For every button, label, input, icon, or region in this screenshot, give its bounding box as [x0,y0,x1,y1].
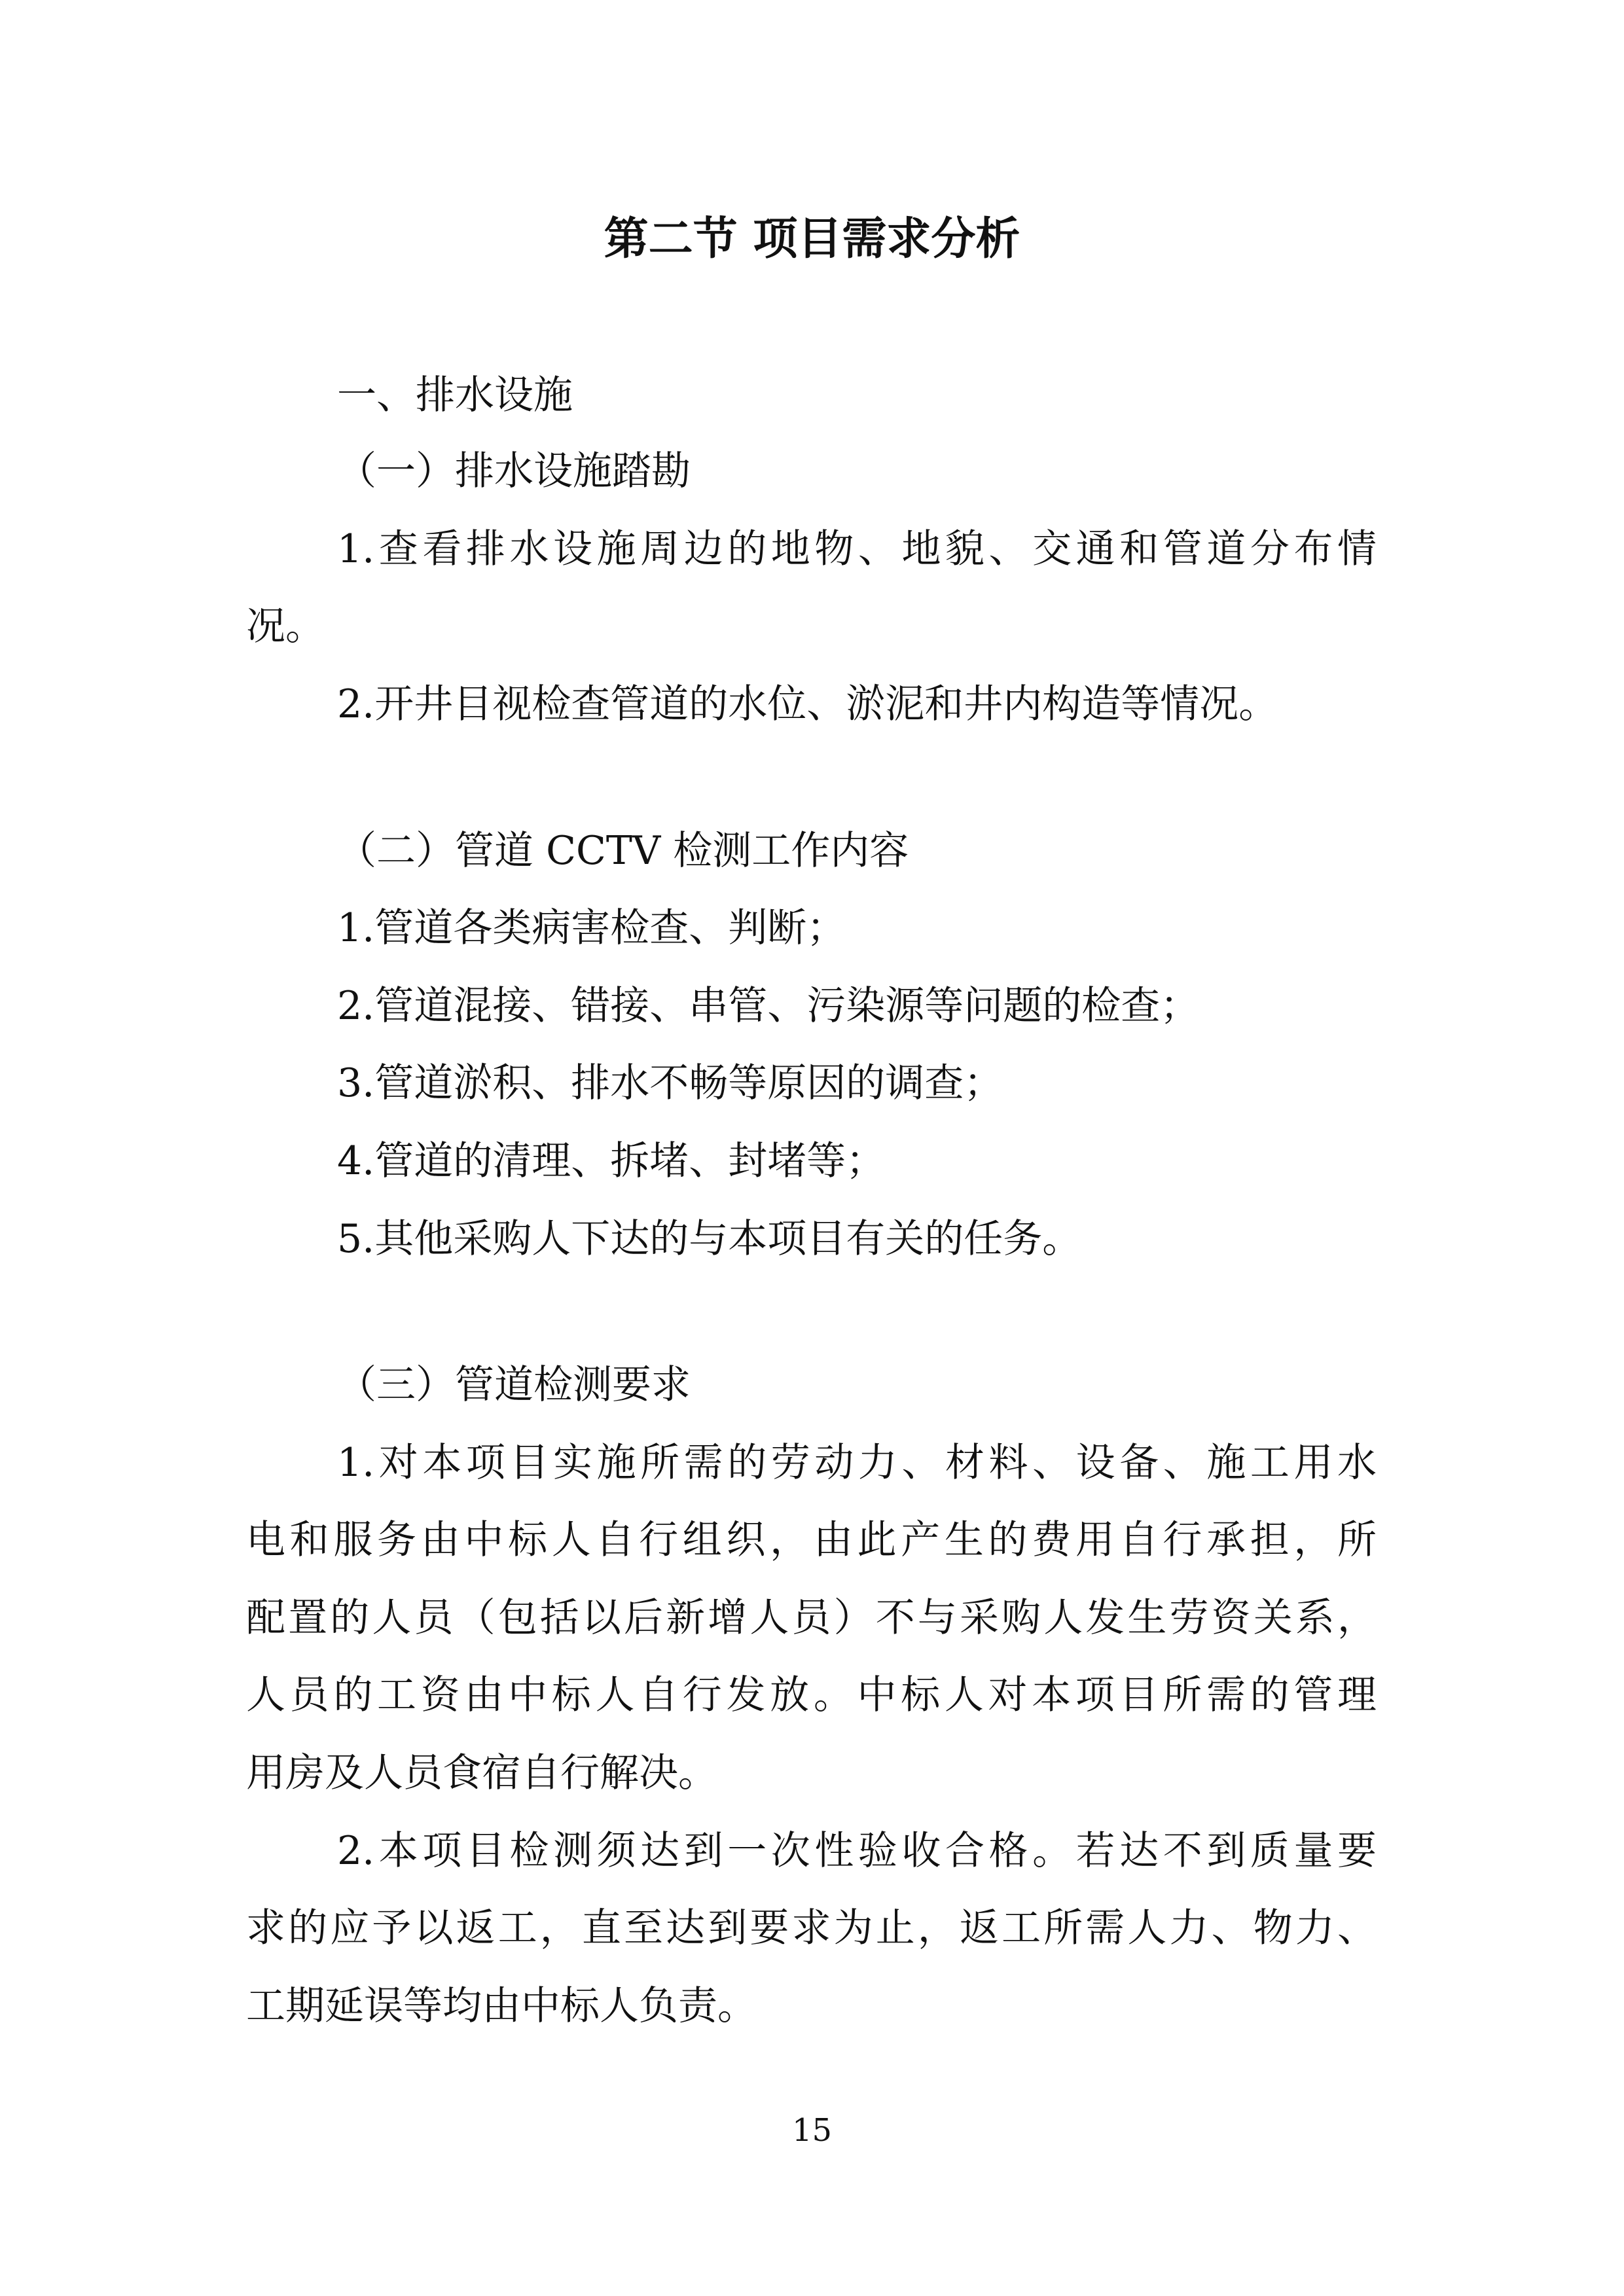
list-item: 2.管道混接、错接、串管、污染源等问题的检查； [337,983,1200,1029]
paragraph-line: 1.对本项目实施所需的劳动力、材料、设备、施工用水 [337,1440,1377,1486]
paragraph-line: 2.本项目检测须达到一次性验收合格。若达不到质量要 [337,1828,1377,1874]
paragraph-line: 2.开井目视检查管道的水位、淤泥和井内构造等情况。 [337,681,1278,727]
heading-drainage-facilities: 一、排水设施 [337,372,573,418]
section-title: 第二节 项目需求分析 [604,213,1020,265]
list-item: 5.其他采购人下达的与本项目有关的任务。 [337,1216,1082,1262]
list-item: 1.管道各类病害检查、判断； [337,905,846,951]
page-number: 15 [791,2112,833,2149]
paragraph-line: 配置的人员（包括以后新增人员）不与采购人发生劳资关系， [246,1595,1377,1641]
paragraph-line: 况。 [246,603,325,649]
paragraph-line: 1.查看排水设施周边的地物、地貌、交通和管道分布情 [337,526,1377,572]
paragraph-line: 人员的工资由中标人自行发放。中标人对本项目所需的管理 [246,1672,1377,1718]
paragraph-line: 用房及人员食宿自行解决。 [246,1750,717,1796]
subheading-cctv: （二）管道 CCTV 检测工作内容 [337,828,909,874]
subheading-survey: （一）排水设施踏勘 [337,448,691,494]
paragraph-line: 电和服务由中标人自行组织，由此产生的费用自行承担，所 [246,1517,1377,1563]
paragraph-line: 求的应予以返工，直至达到要求为止，返工所需人力、物力、 [246,1905,1377,1951]
subheading-requirements: （三）管道检测要求 [337,1362,691,1408]
paragraph-line: 工期延误等均由中标人负责。 [246,1983,757,2029]
list-item: 3.管道淤积、排水不畅等原因的调查； [337,1060,1003,1106]
list-item: 4.管道的清理、拆堵、封堵等； [337,1138,886,1184]
